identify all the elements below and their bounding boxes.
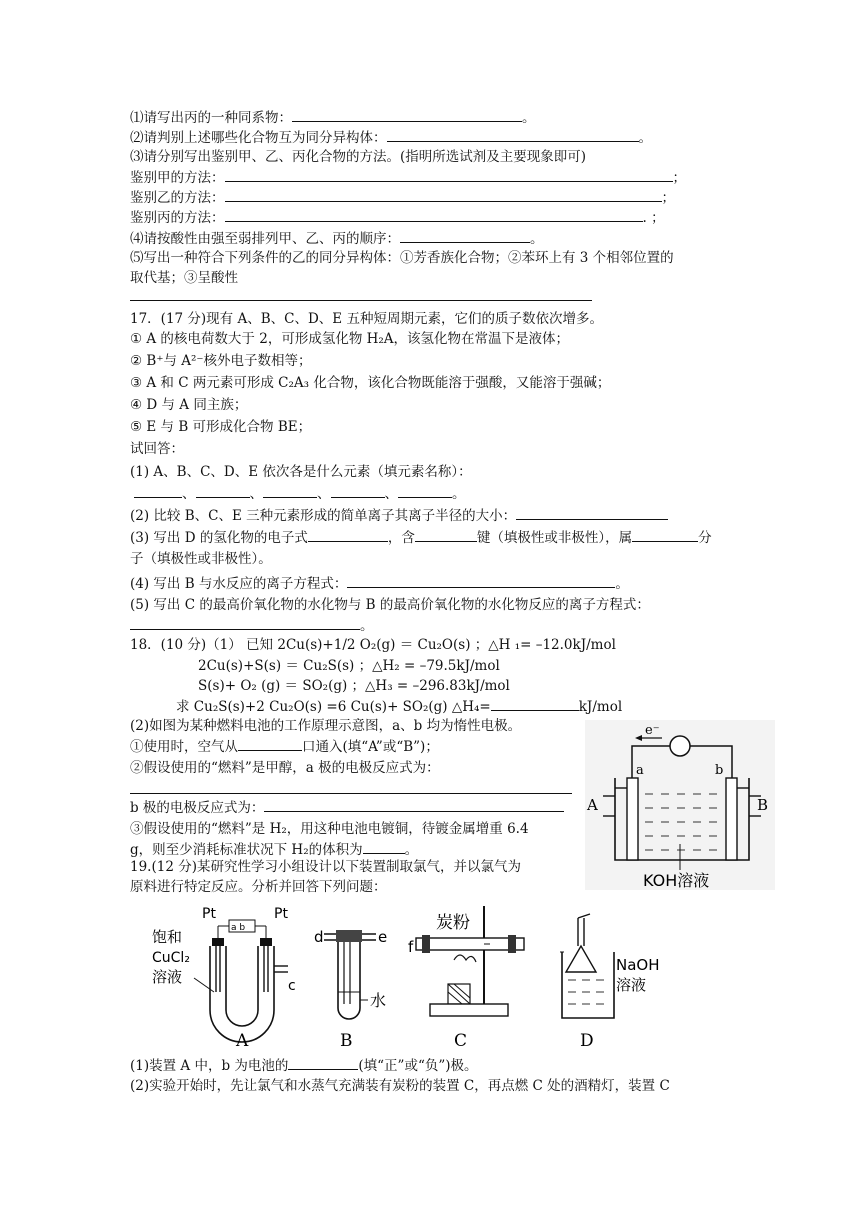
answer-blank[interactable]	[225, 208, 643, 222]
answer-blank[interactable]	[491, 697, 579, 711]
answer-blank[interactable]	[516, 506, 668, 520]
answer-blank[interactable]	[130, 616, 360, 630]
apparatus-C	[408, 906, 524, 1050]
q17-answer-3b: 子（填极性或非极性）。	[130, 551, 272, 567]
q18-title: 18．(10 分)（1） 已知 2Cu(s)+1/2 O₂(g) ＝ Cu₂O(s) ；△H ₁= –12.0kJ/mol	[130, 637, 616, 653]
svg-text:D: D	[580, 1031, 594, 1050]
fuel-cell-diagram	[585, 720, 775, 890]
answer-blank[interactable]	[387, 128, 639, 142]
answer-blank[interactable]	[398, 484, 452, 498]
answer-blank[interactable]	[288, 1056, 358, 1070]
electrode-b	[726, 778, 737, 860]
answer-blank[interactable]	[363, 840, 405, 854]
answer-blank[interactable]	[415, 528, 477, 542]
q17-answer-3: (3) 写出 D 的氢化物的电子式 ，含 键（填极性或非极性），属 分	[130, 530, 712, 546]
q17-title: 17．(17 分)现有 A、B、C、D、E 五种短周期元素，它们的质子数依次增多。	[130, 311, 603, 327]
svg-text:CuCl₂: CuCl₂	[152, 950, 190, 966]
q17-answer-5-blank: 。	[130, 616, 374, 635]
svg-text:溶液: 溶液	[616, 976, 647, 994]
q16-part3a: 鉴别甲的方法： ；	[130, 170, 686, 186]
q16-part4: ⑷请按酸性由强至弱排列甲、乙、丙的顺序： 。	[130, 231, 544, 247]
answer-blank[interactable]	[263, 484, 317, 498]
svg-text:f: f	[408, 938, 414, 956]
svg-text:水: 水	[370, 991, 387, 1010]
svg-text:炭粉: 炭粉	[436, 913, 470, 933]
answer-blank[interactable]	[225, 188, 662, 202]
answer-blank[interactable]	[308, 528, 388, 542]
svg-text:A: A	[236, 1031, 249, 1050]
answer-blank[interactable]	[400, 229, 530, 243]
answer-blank[interactable]	[196, 484, 250, 498]
electrode-a	[627, 778, 638, 860]
q16-part5-blank[interactable]	[130, 287, 592, 306]
svg-text:饱和: 饱和	[152, 928, 183, 946]
apparatus-B	[314, 928, 387, 1050]
electrode-b-label: b	[715, 763, 724, 778]
electron-label: e⁻	[645, 723, 660, 738]
q17-condition-3: ③ A 和 C 两元素可形成 C₂A₃ 化合物，该化合物既能溶于强酸，又能溶于强碱；	[130, 375, 611, 391]
q19-part1: (1)装置 A 中，b 为电池的 (填“正”或“负”)极。	[130, 1058, 478, 1074]
svg-text:Pt: Pt	[274, 906, 288, 922]
q17-answer-1: (1) A、B、C、D、E 依次各是什么元素（填元素名称）：	[130, 464, 472, 480]
q17-answer-2: (2) 比较 B、C、E 三种元素形成的简单离子其离子半径的大小：	[130, 506, 668, 525]
electrode-a-label: a	[636, 763, 644, 778]
q16-part5b: 取代基；③呈酸性	[130, 270, 238, 286]
q18-equation-3: S(s)+ O₂ (g) ＝ SO₂(g) ；△H₃ = –296.83kJ/mol	[198, 678, 510, 694]
svg-text:d: d	[314, 928, 324, 946]
q19-title-2: 原料进行特定反应。分析并回答下列问题：	[130, 879, 387, 895]
q19-part2: (2)实验开始时，先让氯气和水蒸气充满装有炭粉的装置 C，再点燃 C 处的酒精灯，装置 C	[130, 1078, 670, 1094]
q17-answer-1-blanks: 、 、 、 、 。	[134, 484, 466, 503]
q18-part2: (2)如图为某种燃料电池的工作原理示意图，a、b 均为惰性电极。	[130, 718, 522, 734]
q18-part2b: ②假设使用的“燃料”是甲醇，a 极的电极反应式为：	[130, 760, 440, 776]
svg-text:C: C	[454, 1031, 468, 1050]
apparatus-diagram	[150, 900, 710, 1050]
answer-blank[interactable]	[632, 528, 698, 542]
svg-text:Pt: Pt	[202, 906, 216, 922]
answer-blank[interactable]	[292, 108, 522, 122]
q17-condition-5: ⑤ E 与 B 可形成化合物 BE；	[130, 419, 312, 435]
q18-part2a: ①使用时，空气从 口通入(填“A”或“B”)；	[130, 739, 439, 755]
q18-part2d-2: g，则至少消耗标准状况下 H₂的体积为 。	[130, 842, 419, 858]
svg-text:NaOH: NaOH	[616, 956, 660, 974]
svg-text:e: e	[378, 928, 388, 946]
svg-text:c: c	[288, 978, 296, 994]
q17-condition-2: ② B⁺与 A²⁻核外电子数相等；	[130, 353, 312, 369]
apparatus-A	[152, 906, 296, 1050]
answer-blank[interactable]	[347, 574, 615, 588]
q18-part2d: ③假设使用的“燃料”是 H₂，用这种电池电镀铜，待镀金属增重 6.4	[130, 821, 529, 837]
svg-text:a b: a b	[231, 923, 246, 933]
q19-title-1: 19.(12 分)某研究性学习小组设计以下装置制取氯气，并以氯气为	[130, 859, 521, 875]
q16-part3b: 鉴别乙的方法： ；	[130, 190, 675, 206]
q18-part2c: b 极的电极反应式为：	[130, 798, 564, 817]
q16-part3: ⑶请分别写出鉴别甲、乙、丙化合物的方法。(指明所选试剂及主要现象即可)	[130, 149, 587, 165]
answer-blank[interactable]	[225, 168, 673, 182]
apparatus-D	[560, 914, 660, 1050]
answer-blank[interactable]	[331, 484, 385, 498]
q16-part3c: 鉴别丙的方法： . ；	[130, 210, 665, 226]
q17-answer-5: (5) 写出 C 的最高价氧化物的水化物与 B 的最高价氧化物的水化物反应的离子方程式：	[130, 597, 650, 613]
q17-condition-1: ① A 的核电荷数大于 2，可形成氢化物 H₂A，该氢化物在常温下是液体；	[130, 331, 570, 347]
q16-part2: ⑵请判别上述哪些化合物互为同分异构体： 。	[130, 130, 652, 146]
q16-part5a: ⑸写出一种符合下列条件的乙的同分异构体：①芳香族化合物；②苯环上有 3 个相邻位置的	[130, 250, 674, 266]
svg-text:B: B	[340, 1031, 353, 1050]
q18-part2b-blank[interactable]	[130, 780, 572, 799]
answer-blank[interactable]	[238, 737, 302, 751]
q17-condition-4: ④ D 与 A 同主族；	[130, 397, 248, 413]
q17-ask: 试回答：	[130, 441, 184, 457]
q18-equation-2: 2Cu(s)+S(s) ＝ Cu₂S(s) ；△H₂ = –79.5kJ/mol	[198, 658, 500, 674]
ammeter-icon	[670, 736, 690, 756]
q18-equation-4: 求 Cu₂S(s)+2 Cu₂O(s) =6 Cu(s)+ SO₂(g) △H₄= kJ/mol	[176, 699, 623, 715]
q17-answer-4: (4) 写出 B 与水反应的离子方程式： 。	[130, 576, 629, 592]
svg-text:溶液: 溶液	[152, 968, 183, 986]
inlet-B-label: B	[757, 796, 769, 814]
answer-blank[interactable]	[264, 798, 564, 812]
q16-part1: ⑴请写出丙的一种同系物： 。	[130, 110, 536, 126]
koh-solution-label: KOH溶液	[643, 871, 710, 890]
inlet-A-label: A	[587, 796, 598, 814]
answer-blank[interactable]	[134, 484, 182, 498]
